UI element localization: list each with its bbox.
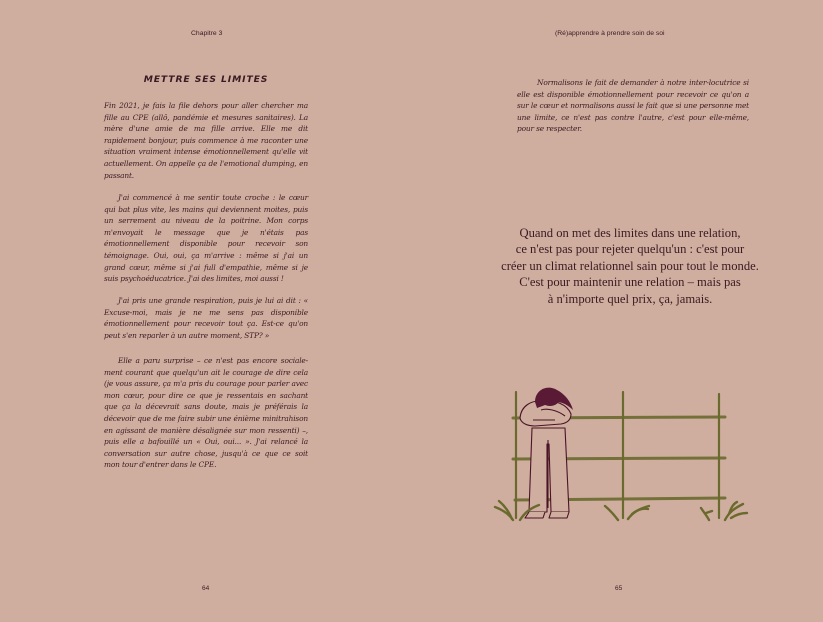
paragraph-2: J'ai commencé à me sentir toute croche : le cœur qui bat plus vite, les mains qui deviennent moites, puis un serrement au niveau de la poitrine. Mon corps m'envoyait le message que je n'étais pas émotionnellement disponible pour recevoir son témoignage. Oui, oui, ça m'arrive : même si j'ai un grand cœur, même si j'ai full d'empathie, même si je suis psychoéducatrice. J'ai des limites, moi aussi !	[104, 193, 308, 284]
pullquote-line: ce n'est pas pour rejeter quelqu'un : c'est pour	[515, 242, 745, 257]
page-number-right: 65	[615, 585, 623, 592]
running-head-right: (Ré)apprendre à prendre soin de soi	[555, 30, 665, 37]
section-title: METTRE SES LIMITES	[143, 74, 269, 85]
running-head-left: Chapitre 3	[191, 30, 223, 37]
paragraph-1: Fin 2021, je fais la file dehors pour aller chercher ma fille au CPE (allô, pandémie et mesures sanitaires). La mère d'une amie de ma fille arrive. Elle me dit rapidement bonjour, puis commence à me raconter une situation vraiment intense émotionnellement qu'elle vit actuellement. On appelle ça de l'emotional dumping, en passant.	[104, 101, 308, 180]
right-paragraph: Normalisons le fait de demander à notre inter-locutrice si elle est disponible émotionnellement pour recevoir ce qu'on a sur le cœur et normalisons aussi le fait que si une personne met une limite, ce n'est pas contre l'autre, c'est pour elle-même, pour se respecter.	[517, 78, 749, 134]
paragraph-4: Elle a paru surprise – ce n'est pas encore sociale-ment courant que quelqu'un ait le courage de dire cela (je vous assure, ça m'a pris du courage pour parler avec mon cœur, pour dire ce que je ressentais en sachant que ça la décevrait sans doute, mais je préférais la décevoir que de me faire subir une énième minitrahison en agissant de manière désalignée sur mon ressenti) –, puis elle a bafouillé un « Oui, oui... ». J'ai relancé la conversation sur autre chose, jusqu'à ce que ce soit mon tour d'entrer dans le CPE.	[104, 356, 308, 470]
woman-fence-illustration	[485, 380, 755, 525]
pullquote	[470, 225, 790, 307]
pullquote-line: C'est pour maintenir une relation – mais pas	[519, 275, 741, 290]
pullquote-line: Quand on met des limites dans une relation,	[519, 226, 741, 240]
pullquote-line: créer un climat relationnel sain pour tout le monde.	[501, 258, 759, 273]
pullquote-line: à n'importe quel prix, ça, jamais.	[547, 291, 713, 306]
paragraph-3: J'ai pris une grande respiration, puis je lui ai dit : « Excuse-moi, mais je ne me sens pas disponible émotionnellement pour recevoir tout ça. Est-ce qu'on peut s'en reparler à un autre moment, STP? »	[104, 296, 308, 340]
page-number-left: 64	[202, 585, 210, 592]
